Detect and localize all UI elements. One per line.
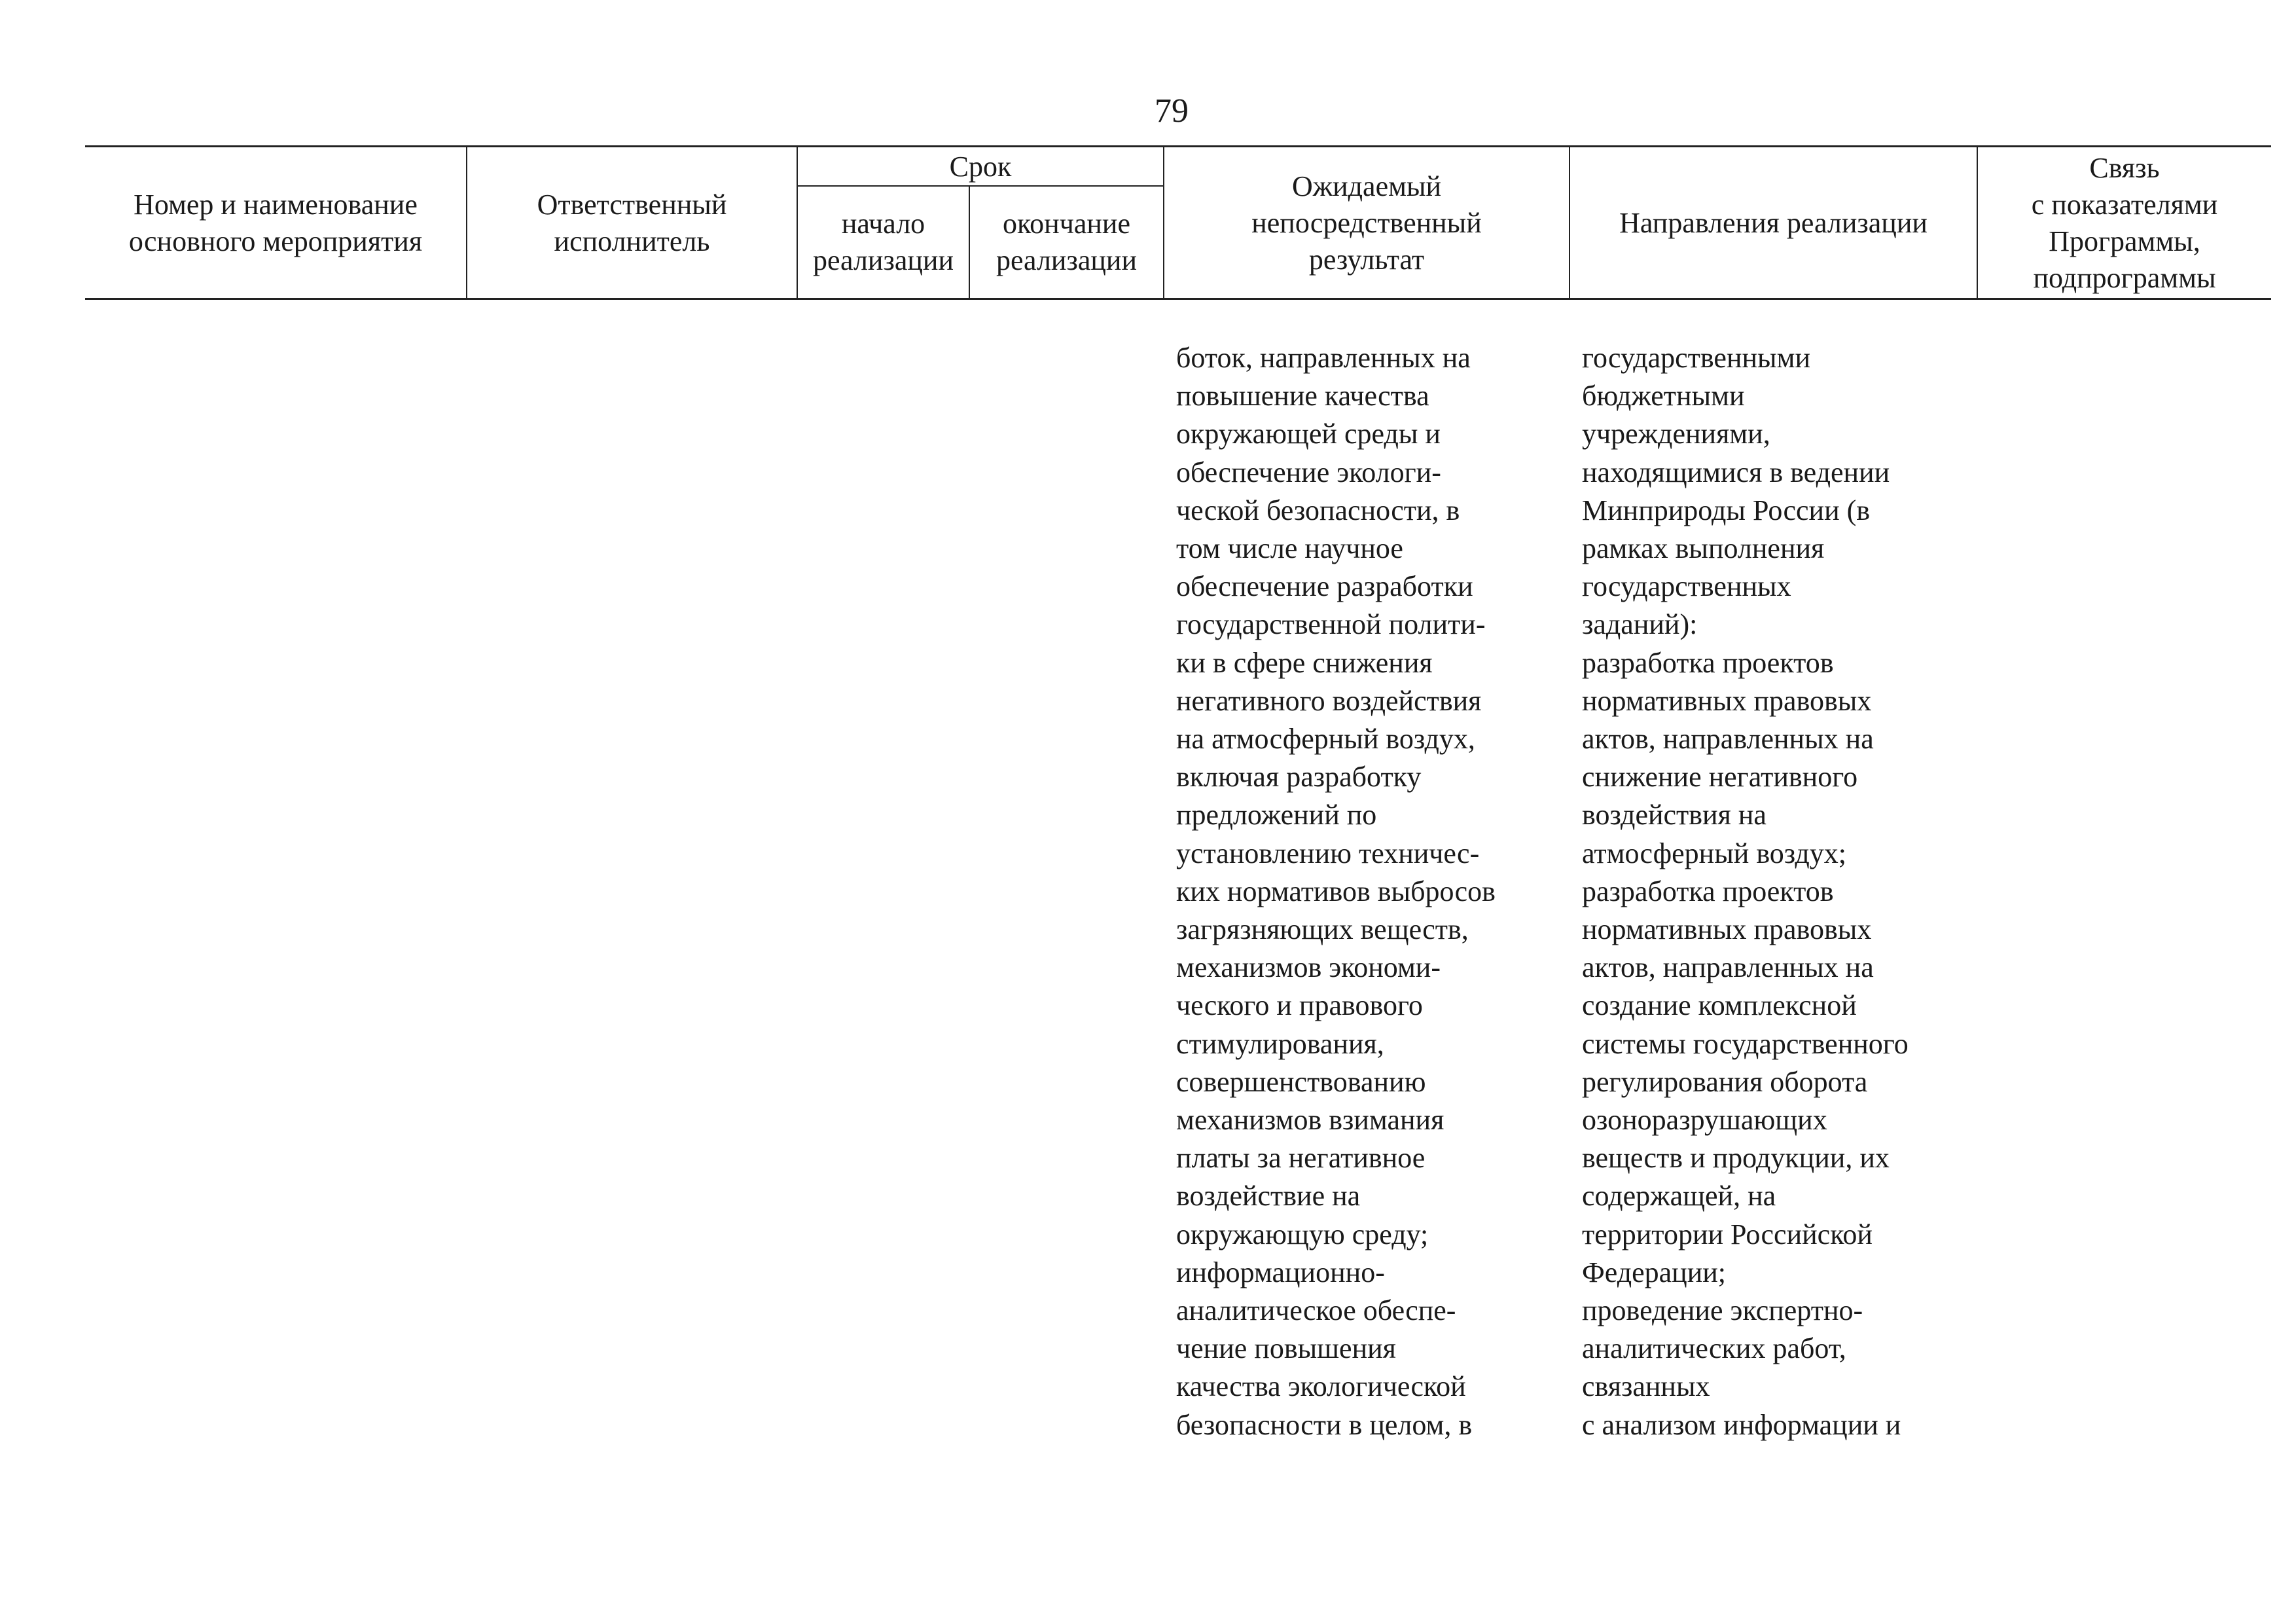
- header-link-to-indicators: Связь с показателями Программы, подпрограммы: [2031, 151, 2218, 294]
- header-term-start: начало реализации: [812, 208, 954, 276]
- header-activity-number-name: Номер и наименование основного мероприятия: [128, 188, 423, 257]
- header-term-group: Срок: [949, 150, 1012, 183]
- header-expected-result: Ожидаемый непосредственный результат: [1251, 170, 1482, 276]
- page-number: 79: [1155, 92, 1189, 130]
- header-term-end: окончание реализации: [996, 208, 1138, 276]
- cell-implementation-directions: государственными бюджетными учреждениями, находящимися в ведении Минприроды России (в рамках выполнения государственных заданий): разработка проектов нормативных правовых актов, направленных на снижение негативного воздействия на атмосферный воздух; разработка проектов нормативных правовых актов, направленных на создание комплексной системы государственного регулирования оборота озоноразрушающих веществ и продукции, их содержащей, на территории Российской Федерации; проведение экспертно- аналитических работ, связанных с анализом информации и: [1582, 342, 1909, 1441]
- header-responsible-executor: Ответственный исполнитель: [537, 188, 727, 257]
- header-implementation-directions: Направления реализации: [1619, 206, 1928, 239]
- cell-expected-result: боток, направленных на повышение качества окружающей среды и обеспечение экологи- ческой безопасности, в том числе научное обеспечение разработки государственной полити- ки в сфере снижения негативного воздействия на атмосферный воздух, включая разработку предложений по установлению техничес- ких нормативов выбросов загрязняющих веществ, механизмов экономи- ческого и правового стимулирования, совершенствованию механизмов взимания платы за негативное воздействие на окружающую среду; информационно- аналитическое обеспе- чение повышения качества экологической безопасности в целом, в: [1176, 342, 1496, 1441]
- table-header-bottom-rule: [85, 298, 2271, 300]
- table-top-rule: [85, 145, 2271, 147]
